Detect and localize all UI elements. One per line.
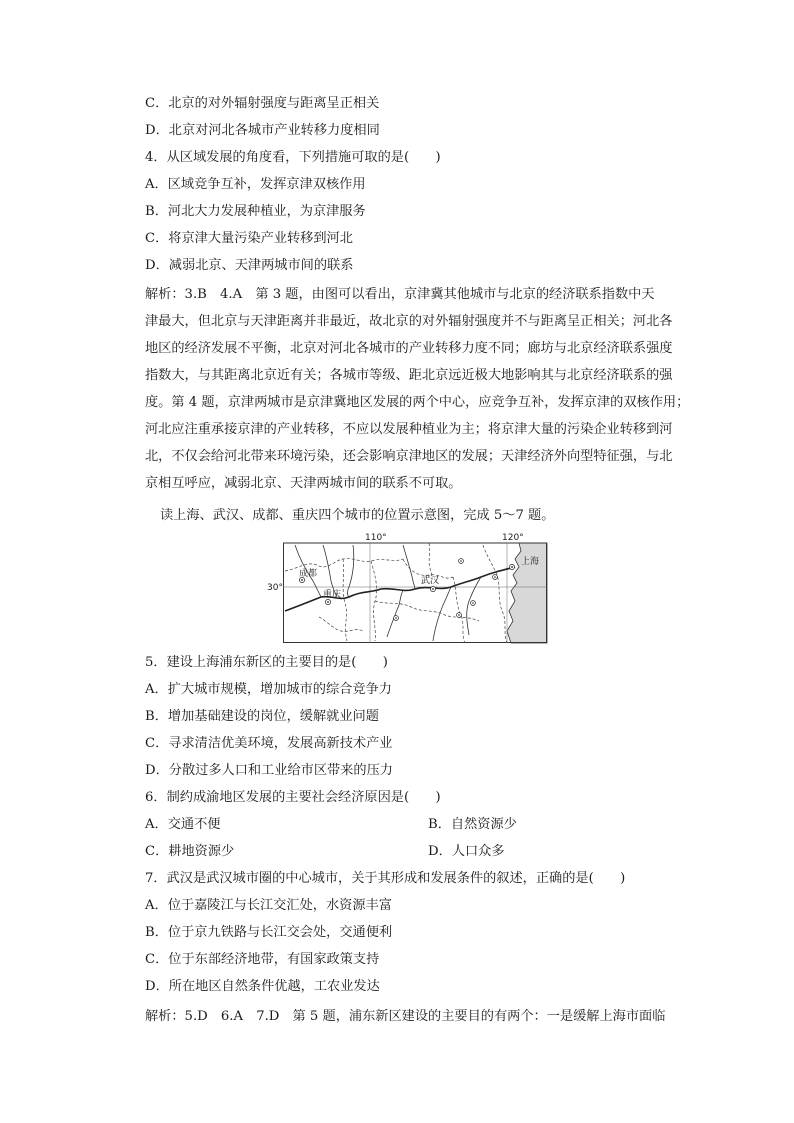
q4-option-b: B．河北大力发展种植业，为京津服务: [145, 204, 366, 219]
analysis-line: 京相互呼应，减弱北京、天津两城市间的联系不可取。: [145, 476, 462, 491]
label-chongqing: 重庆: [323, 590, 342, 600]
analysis-line: 津最大，但北京与天津距离并非最近，故北京的对外辐射强度并不与距离呈正相关；河北各: [145, 314, 673, 329]
q3-option-c: C．北京的对外辐射强度与距离呈正相关: [145, 96, 380, 111]
q5-stem: 5．建设上海浦东新区的主要目的是( ): [145, 655, 388, 670]
q3-option-d: D．北京对河北各城市产业转移力度相同: [145, 123, 380, 138]
label-shanghai: 上海: [521, 557, 540, 567]
label-wuhan: 武汉: [421, 576, 440, 586]
city-wuhan-marker: [430, 586, 435, 591]
analysis-line: 地区的经济发展不平衡，北京对河北各城市的产业转移力度不同；廊坊与北京经济联系强度: [145, 341, 673, 356]
q7-option-b: B．位于京九铁路与长江交会处，交通便利: [145, 925, 393, 940]
q5-option-a: A．扩大城市规模，增加城市的综合竞争力: [145, 682, 392, 697]
q6-option-d: D．人口众多: [428, 844, 505, 859]
q6-stem: 6．制约成渝地区发展的主要社会经济原因是( ): [145, 790, 441, 805]
q4-option-c: C．将京津大量污染产业转移到河北: [145, 231, 353, 246]
analysis-line: 北，不仅会给河北带来环境污染，还会影响京津地区的发展；天津经济外向型特征强，与北: [145, 449, 673, 464]
label-chengdu: 成都: [299, 569, 318, 579]
q4-stem: 4．从区域发展的角度看，下列措施可取的是( ): [145, 150, 441, 165]
label-lon-120: 120°: [502, 533, 524, 543]
label-lon-110: 110°: [365, 533, 387, 543]
q4-option-d: D．减弱北京、天津两城市间的联系: [145, 258, 354, 273]
q7-stem: 7．武汉是武汉城市圈的中心城市，关于其形成和发展条件的叙述，正确的是( ): [145, 871, 626, 886]
city-shanghai-marker: [509, 564, 514, 569]
q5-option-c: C．寻求清洁优美环境，发展高新技术产业: [145, 736, 393, 751]
city-chongqing-marker: [325, 599, 330, 604]
analysis-5-7: 解析：5.D 6.A 7.D 第 5 题，浦东新区建设的主要目的有两个：一是缓解上海市面临: [145, 1009, 666, 1024]
analysis-line: 度。第 4 题，京津两城市是京津冀地区发展的两个中心，应竞争互补，发挥京津的双核作用；: [145, 395, 690, 410]
q7-option-a: A．位于嘉陵江与长江交汇处，水资源丰富: [145, 898, 392, 913]
q6-option-a: A．交通不便: [145, 817, 221, 832]
q6-option-c: C．耕地资源少: [145, 844, 235, 859]
q6-option-b: B．自然资源少: [428, 817, 517, 832]
label-lat-30: 30°: [267, 583, 283, 593]
q5-option-b: B．增加基础建设的岗位，缓解就业问题: [145, 709, 379, 724]
q7-option-d: D．所在地区自然条件优越，工农业发达: [145, 979, 380, 994]
analysis-line: 指数大，与其距离北京近有关；各城市等级、距北京远近极大地影响其与北京经济联系的强: [145, 368, 673, 383]
yangtze-river: [285, 567, 515, 611]
q5-option-d: D．分散过多人口和工业给市区带来的压力: [145, 763, 393, 778]
q7-option-c: C．位于东部经济地带，有国家政策支持: [145, 952, 380, 967]
q4-option-a: A．区域竞争互补，发挥京津双核作用: [145, 177, 366, 192]
analysis-line: 河北应注重承接京津的产业转移，不应以发展种植业为主；将京津大量的污染企业转移到河: [145, 422, 673, 437]
intro-5-7: 读上海、武汉、成都、重庆四个城市的位置示意图，完成 5～7 题。: [160, 508, 555, 523]
city-location-map: [267, 531, 547, 643]
analysis-line: 解析：3.B 4.A 第 3 题，由图可以看出，京津冀其他城市与北京的经济联系指数中天: [145, 287, 655, 302]
